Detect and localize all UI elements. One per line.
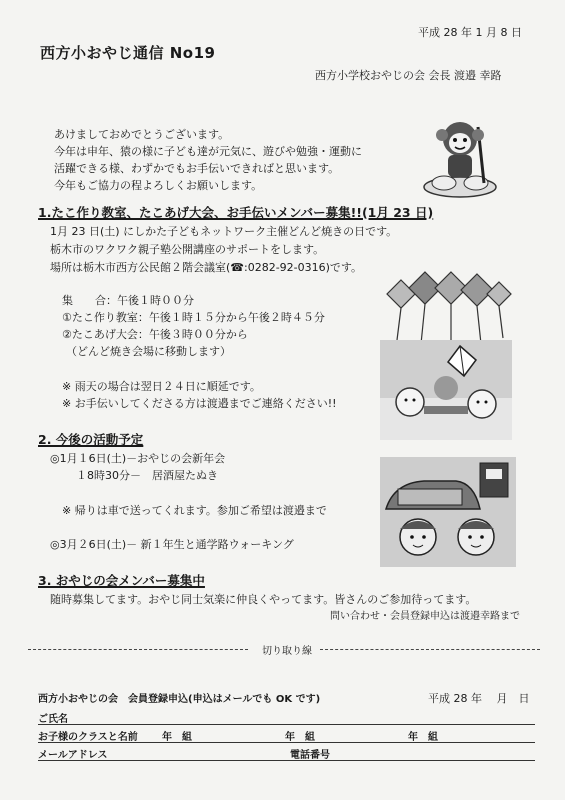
child-grade-class-3: 年 組 <box>408 732 438 743</box>
schedule-kite-class: ①たこ作り教室：午後１時１５分から午後２時４５分 <box>62 311 325 324</box>
name-field-line[interactable] <box>38 724 535 725</box>
car-and-children-illustration <box>380 457 516 567</box>
phone-field-label: 電話番号 <box>290 750 330 761</box>
greeting-line: 活躍できる様、わずかでもお手伝いできればと思います。 <box>54 162 340 175</box>
recruitment-text: 随時募集してます。おやじ同士気楽に仲良くやってます。皆さんのご参加待ってます。 <box>50 593 477 606</box>
rain-note: ※ 雨天の場合は翌日２４日に順延です。 <box>62 380 261 393</box>
ride-home-note: ※ 帰りは車で送ってくれます。参加ご希望は渡邉まで <box>62 504 327 517</box>
school-route-walk-item: ◎3月２6日(土)－ 新１年生と通学路ウォーキング <box>50 538 294 551</box>
cut-line-left <box>28 649 248 650</box>
event-venue-line: 場所は栃木市西方公民館２階会議室(☎:0282-92-0316)です。 <box>50 261 363 274</box>
new-year-party-time: １8時30分－ 居酒屋たぬき <box>76 469 218 482</box>
schedule-assembly: 集 合：午後１時００分 <box>62 294 194 307</box>
contact-note: 問い合わせ・会員登録申込は渡邉幸路まで <box>330 611 520 622</box>
issue-date: 平成 28 年 1 月 8 日 <box>418 26 522 39</box>
cut-line-right <box>320 649 540 650</box>
registration-form-date: 平成 28 年 月 日 <box>428 692 530 705</box>
event-intro-line: 1月 23 日(土) にしかた子どもネットワーク主催どんど焼きの日です。 <box>50 225 398 238</box>
section-3-heading: 3. おやじの会メンバー募集中 <box>38 573 205 588</box>
section-2-heading: 2. 今後の活動予定 <box>38 432 144 447</box>
event-intro-line: 栃木市のワクワク親子塾公開講座のサポートをします。 <box>50 243 325 256</box>
email-phone-field-line[interactable] <box>38 760 535 761</box>
child-field-label: お子様のクラスと名前 <box>38 732 138 743</box>
helper-note: ※ お手伝いしてくださる方は渡邉までご連絡ください!! <box>62 397 337 410</box>
child-field-line[interactable] <box>38 742 535 743</box>
child-grade-class-1: 年 組 <box>162 732 192 743</box>
schedule-note: （どんど焼き会場に移動します） <box>66 345 231 358</box>
author-line: 西方小学校おやじの会 会長 渡邉 幸路 <box>315 69 502 82</box>
kite-making-illustration <box>380 340 512 440</box>
section-1-heading: 1.たこ作り教室、たこあげ大会、お手伝いメンバー募集!!(1月 23 日) <box>38 205 434 220</box>
name-field-label: ご氏名 <box>38 714 68 725</box>
new-year-party-item: ◎1月１6日(土)－おやじの会新年会 <box>50 452 226 465</box>
greeting-line: 今年もご協力の程よろしくお願いします。 <box>54 179 263 192</box>
greeting-line: 今年は申年、猿の様に子ども達が元気に、遊びや勉強・運動に <box>54 145 362 158</box>
child-grade-class-2: 年 組 <box>285 732 315 743</box>
cut-line-label: 切り取り線 <box>262 646 312 657</box>
kites-illustration <box>385 268 513 348</box>
newsletter-title: 西方小おやじ通信 No19 <box>40 44 216 62</box>
email-field-label: メールアドレス <box>38 750 108 761</box>
registration-form-title: 西方小おやじの会 会員登録申込(申込はメールでも OK です) <box>38 694 321 705</box>
greeting-line: あけましておめでとうございます。 <box>54 128 230 141</box>
schedule-kite-contest: ②たこあげ大会：午後３時００分から <box>62 328 248 341</box>
monkey-on-cloud-illustration <box>418 113 508 201</box>
